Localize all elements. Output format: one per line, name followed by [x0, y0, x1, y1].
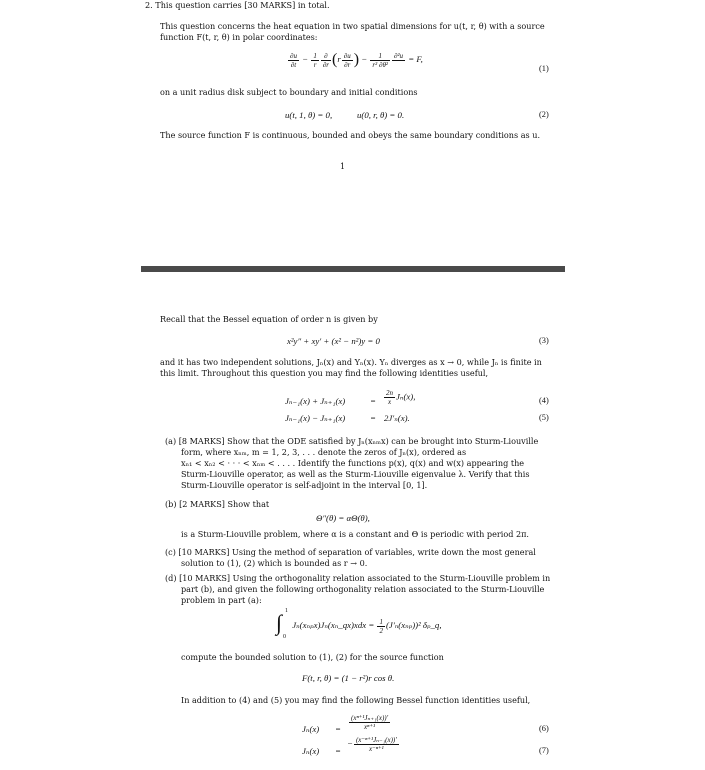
equation-4-equals: =	[370, 396, 376, 406]
equation-4-number: (4)	[539, 396, 549, 405]
intro-line-2: function F(t, r, θ) in polar coordinates:	[160, 32, 318, 42]
equation-7-number: (7)	[539, 746, 549, 755]
page-1	[0, 0, 705, 265]
equation-3: x²y″ + xy′ + (x² − n²)y = 0	[287, 336, 380, 346]
part-d-line-3: problem in part (a):	[181, 595, 262, 605]
equation-5-equals: =	[370, 413, 376, 423]
part-a-line-2: form, where xₙₘ, m = 1, 2, 3, . . . denote the zeros of Jₙ(x), ordered as	[181, 447, 467, 457]
part-a-line-1: (a) [8 MARKS] Show that the ODE satisfied by Jₙ(xₙₘx) can be brought into Sturm-Liouville	[165, 436, 539, 446]
solutions-line-2: this limit. Throughout this question you may find the following identities useful,	[160, 368, 489, 378]
part-a-line-3: xₙ₁ < xₙ₂ < · · · < xₙₘ < . . . . Identify the functions p(x), q(x) and w(x) appearing the	[181, 458, 525, 468]
equation-7-rhs: − $\frac{\text{(x⁻ⁿ⁺¹Jₙ₋₁(x))′}}{\text{x⁻ⁿ⁺¹}}$	[347, 736, 397, 753]
equation-2-number: (2)	[539, 110, 549, 119]
equation-4-rhs: $\frac{2n}{x}$ Jₙ(x),	[386, 389, 416, 406]
part-d-line-1: (d) [10 MARKS] Using the orthogonality relation associated to the Sturm-Liouville problem in	[165, 573, 551, 583]
intro-line-1: This question concerns the heat equation in two spatial dimensions for u(t, r, θ) with a source	[160, 21, 545, 31]
equation-2-bc: u(t, 1, θ) = 0,	[285, 110, 333, 120]
equation-b: Θ″(θ) = αΘ(θ),	[316, 513, 370, 523]
equation-6-rhs: $\frac{\text{(xⁿ⁺¹Jₙ₊₁(x))′}}{\text{xⁿ⁺¹}}$	[351, 714, 389, 731]
equation-6-number: (6)	[539, 724, 549, 733]
compute-text: compute the bounded solution to (1), (2) for the source function	[181, 652, 444, 662]
equation-5-rhs: 2J′ₙ(x).	[384, 413, 410, 423]
part-a-line-4: Sturm-Liouville operator, as well as the Sturm-Liouville eigenvalue λ. Verify that this	[181, 469, 530, 479]
part-a-line-5: Sturm-Liouville operator is self-adjoint in the interval [0, 1].	[181, 480, 428, 490]
part-c-line-2: solution to (1), (2) which is bounded as r → 0.	[181, 558, 368, 568]
question-header: 2. This question carries [30 MARKS] in total.	[145, 0, 330, 10]
source-function-equation: F(t, r, θ) = (1 − r²)r cos θ.	[302, 673, 395, 683]
part-d-line-2: part (b), and given the following orthogonality relation associated to the Sturm-Liouville	[181, 584, 545, 594]
equation-5-lhs: Jₙ₋₁(x) − Jₙ₊₁(x)	[285, 413, 346, 423]
part-b-line-1: (b) [2 MARKS] Show that	[165, 499, 270, 509]
part-b-line-2: is a Sturm-Liouville problem, where α is a constant and Θ is periodic with period 2π.	[181, 529, 529, 539]
equation-7-lhs: Jₙ(x)	[302, 746, 320, 756]
solutions-line-1: and it has two independent solutions, Jₙ(x) and Yₙ(x). Yₙ diverges as x → 0, while Jₙ is finite in	[160, 357, 542, 367]
source-text: The source function F is continuous, bounded and obeys the same boundary conditions as u.	[160, 130, 541, 140]
equation-7-equals: =	[335, 746, 341, 756]
equation-4-lhs: Jₙ₋₁(x) + Jₙ₊₁(x)	[285, 396, 346, 406]
orthogonality-equation: ∫ 1 0 Jₙ(xₙₚx)Jₙ(xₙ_qx)xdx = $\frac{1}{2}$ (J′ₙ(xₙₚ))² δₚ_q,	[276, 608, 442, 640]
part-c-line-1: (c) [10 MARKS] Using the method of separation of variables, write down the most general	[165, 547, 536, 557]
equation-6-lhs: Jₙ(x)	[302, 724, 320, 734]
page-2	[0, 272, 705, 770]
equation-6-equals: =	[335, 724, 341, 734]
equation-2-ic: u(0, r, θ) = 0.	[357, 110, 405, 120]
equation-1-number: (1)	[539, 64, 549, 73]
equation-5-number: (5)	[539, 413, 549, 422]
recall-text: Recall that the Bessel equation of order n is given by	[160, 314, 378, 324]
domain-text: on a unit radius disk subject to boundary and initial conditions	[160, 87, 418, 97]
equation-1: $\frac{\partial u}{\partial t}$ − $\frac{1}{r}$ $\frac{\partial}{\partial r}$ (r $\frac{\partial u}{\partial r}$ ) − $\frac{1}{\text{r² ∂θ²}}$ ∂²u = F,	[290, 51, 423, 69]
equation-3-number: (3)	[539, 336, 549, 345]
addition-text: In addition to (4) and (5) you may find the following Bessel function identities useful,	[181, 695, 531, 705]
page-number: 1	[340, 161, 346, 171]
